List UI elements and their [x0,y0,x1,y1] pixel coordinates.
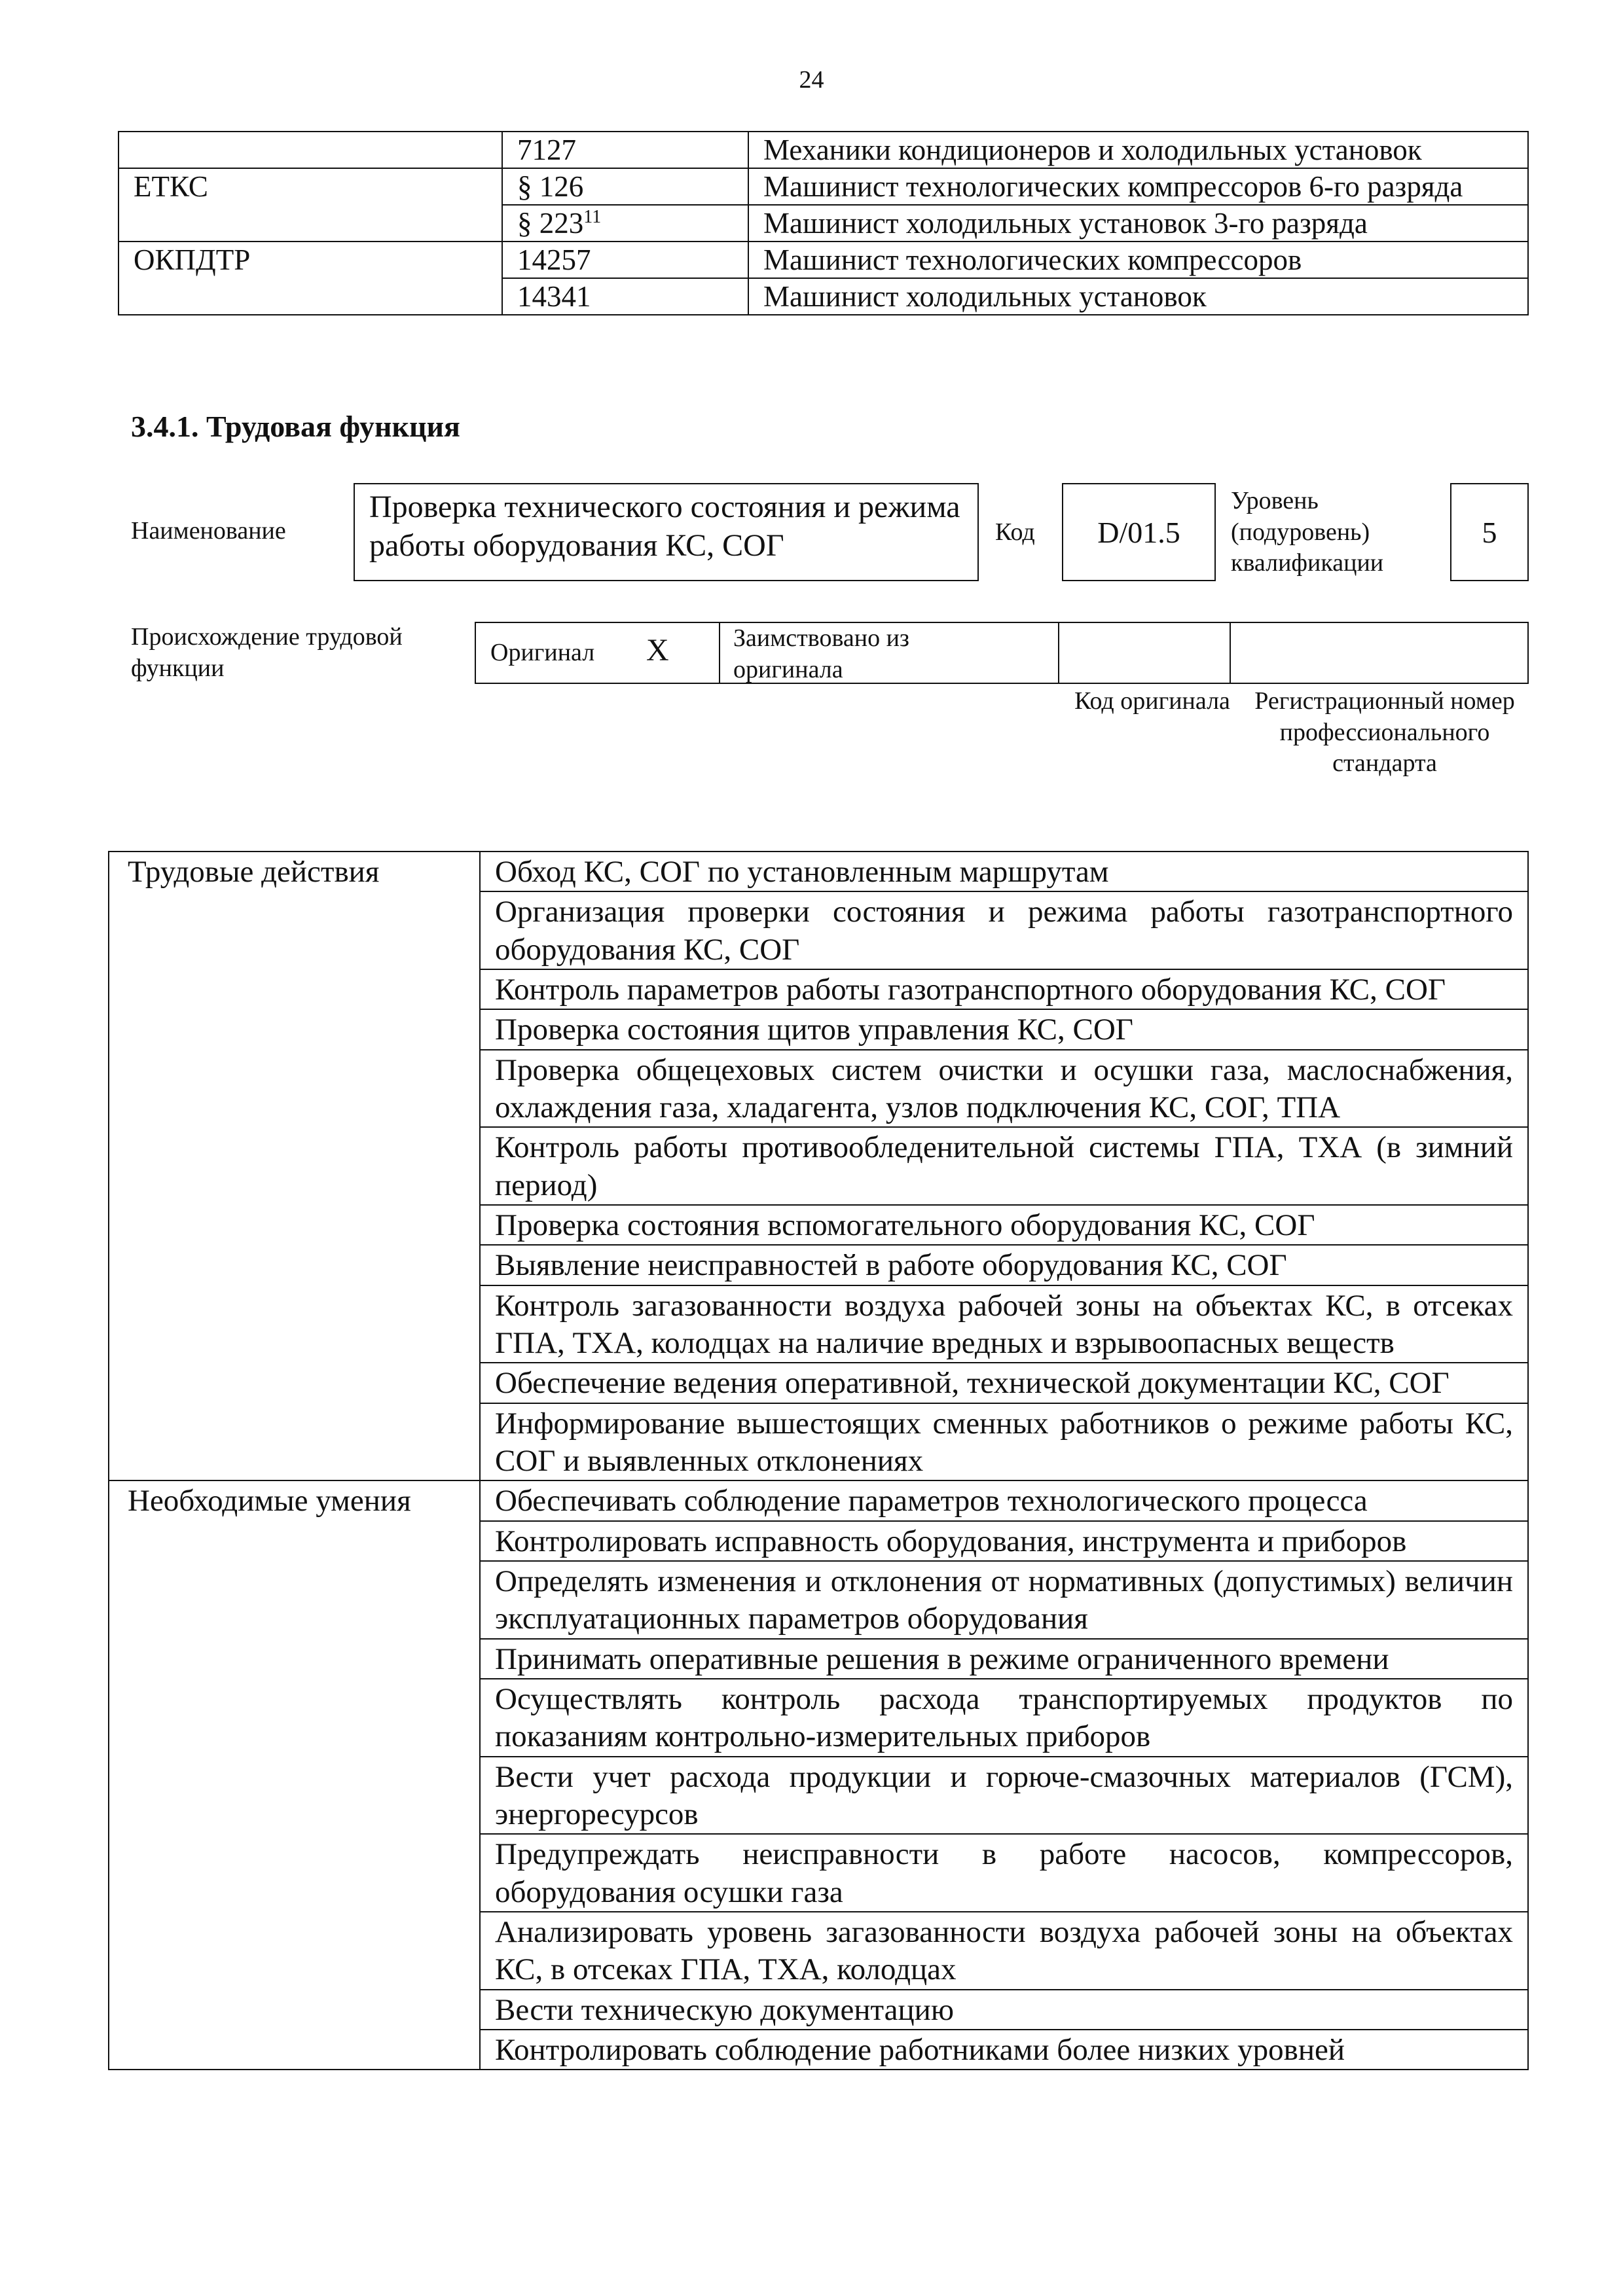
labor-actions-item: Организация проверки состояния и режима работы газотранспортного оборудования КС, СОГ [480,891,1528,969]
required-skills-item: Вести техническую документацию [480,1990,1528,2030]
name-label: Наименование [131,517,286,545]
origin-row [475,622,1529,684]
borrowed-label: Заимствовано из оригинала [733,624,909,683]
name-cell: Машинист холодильных установок [748,278,1528,315]
labor-actions-item: Контроль параметров работы газотранспортного оборудования КС, СОГ [480,969,1528,1009]
level-label: Уровень (подуровень) квалификации [1231,487,1384,577]
level-box: 5 [1450,483,1529,581]
original-code-caption: Код оригинала [1074,687,1230,715]
labor-actions-label: Трудовые действия [109,852,480,1480]
original-mark: X [646,633,669,668]
required-skills-item: Обеспечивать соблюдение параметров технологического процесса [480,1480,1528,1520]
borrowed-cell [719,622,909,684]
original-label: Оригинал [490,639,595,666]
required-skills-item: Анализировать уровень загазованности воздуха рабочей зоны на объектах КС, в отсеках ГПА, ТХА, колодцах [480,1912,1528,1990]
code-text: § 223 [517,207,584,240]
labor-actions-item: Информирование вышестоящих сменных работников о режиме работы КС, СОГ и выявленных отклонениях [480,1403,1528,1481]
labor-actions-item: Контроль работы противообледенительной системы ГПА, ТХА (в зимний период) [480,1127,1528,1205]
reg-number-caption: Регистрационный номер профессионального стандарта [1254,687,1515,777]
required-skills-label: Необходимые умения [109,1480,480,2070]
required-skills-item: Принимать оперативные решения в режиме ограниченного времени [480,1639,1528,1679]
table-row [109,1480,1528,1520]
code-cell: 14257 [502,242,748,278]
labor-actions-item: Проверка общецеховых систем очистки и осушки газа, маслоснабжения, охлаждения газа, хладагента, узлов подключения КС, СОГ, ТПА [480,1050,1528,1128]
labor-actions-item: Контроль загазованности воздуха рабочей зоны на объектах КС, в отсеках ГПА, ТХА, колодцах на наличие вредных и взрывоопасных веществ [480,1285,1528,1363]
name-cell: Машинист технологических компрессоров [748,242,1528,278]
code-cell: 14341 [502,278,748,315]
original-cell [475,622,720,684]
table-row [109,852,1528,891]
labor-actions-item: Выявление неисправностей в работе оборудования КС, СОГ [480,1245,1528,1285]
footnote-mark: 11 [583,207,602,227]
labor-actions-item: Проверка состояния вспомогательного оборудования КС, СОГ [480,1205,1528,1245]
required-skills-item: Предупреждать неисправности в работе насосов, компрессоров, оборудования осушки газа [480,1834,1528,1912]
required-skills-item: Определять изменения и отклонения от нормативных (допустимых) величин эксплуатационных параметров оборудования [480,1561,1528,1639]
required-skills-item: Контролировать исправность оборудования, инструмента и приборов [480,1521,1528,1561]
reg-number-cell [1230,622,1529,684]
labor-function-table [108,851,1529,2070]
table-row [119,242,1528,278]
function-name-box: Проверка технического состояния и режима работы оборудования КС, СОГ [354,483,979,581]
table-row [119,168,1528,205]
code-cell [502,205,748,242]
labor-actions-item: Обеспечение ведения оперативной, технической документации КС, СОГ [480,1363,1528,1403]
required-skills-item: Контролировать соблюдение работниками более низких уровней [480,2030,1528,2070]
required-skills-item: Вести учет расхода продукции и горюче-смазочных материалов (ГСМ), энергоресурсов [480,1757,1528,1835]
required-skills-item: Осуществлять контроль расхода транспортируемых продуктов по показаниям контрольно-измерительных приборов [480,1679,1528,1757]
code-cell: § 126 [502,168,748,205]
group-cell: ОКПДТР [119,242,502,315]
original-code-cell [1059,622,1230,684]
function-code-box: D/01.5 [1062,483,1216,581]
page-number: 24 [799,66,824,94]
labor-actions-item: Проверка состояния щитов управления КС, СОГ [480,1009,1528,1049]
classification-table [118,131,1529,315]
code-cell: 7127 [502,132,748,168]
section-title: 3.4.1. Трудовая функция [131,410,460,443]
table-row [119,132,1528,168]
name-cell: Машинист технологических компрессоров 6-го разряда [748,168,1528,205]
name-cell: Машинист холодильных установок 3-го разряда [748,205,1528,242]
origin-label: Происхождение трудовой функции [131,623,403,682]
name-cell: Механики кондиционеров и холодильных установок [748,132,1528,168]
code-label: Код [995,518,1035,546]
labor-actions-item: Обход КС, СОГ по установленным маршрутам [480,852,1528,891]
group-cell: ЕТКС [119,168,502,242]
group-cell [119,132,502,168]
blank-cell [889,622,1059,684]
